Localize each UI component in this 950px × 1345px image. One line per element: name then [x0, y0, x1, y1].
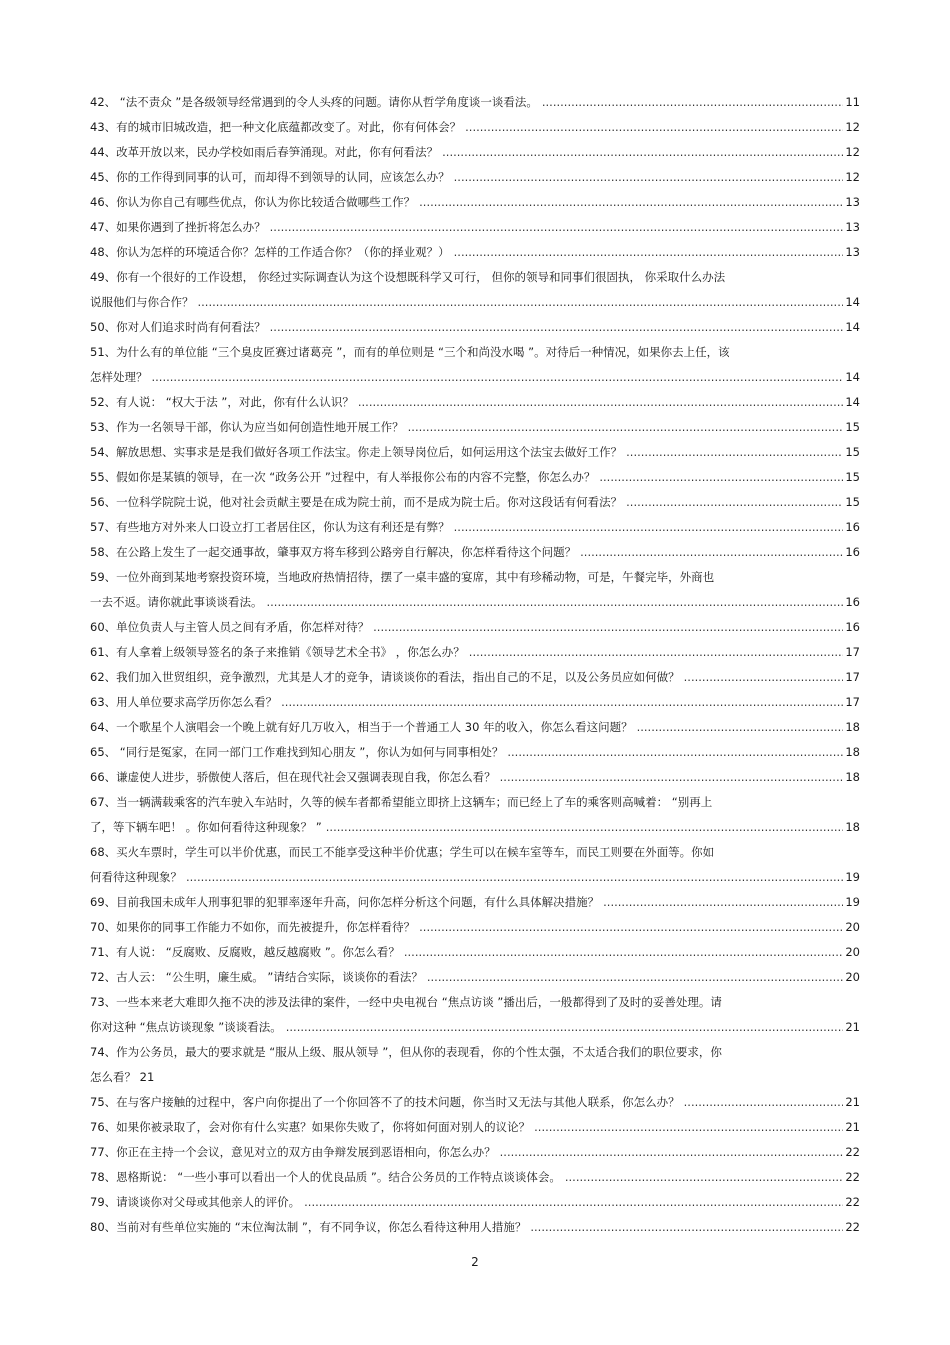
- toc-entry[interactable]: [90, 1215, 860, 1240]
- toc-entry-text: 怎样处理？: [90, 370, 148, 384]
- dot-leader: [507, 740, 843, 765]
- dot-leader: [186, 865, 843, 890]
- dot-leader: [534, 1115, 843, 1140]
- toc-entry[interactable]: [90, 715, 860, 740]
- dot-leader: [286, 1015, 844, 1040]
- toc-entry-text: 62、我们加入世贸组织，竞争激烈，尤其是人才的竞争，请谈谈你的看法，指出自己的不足，以及公务员应如何做？: [90, 670, 680, 684]
- toc-entry-text: 75、在与客户接触的过程中，客户向你提出了一个你回答不了的技术问题，你当时又无法与其他人联系，你怎么办？: [90, 1095, 680, 1109]
- toc-entry-text: 51、为什么有的单位能 “三个臭皮匠赛过诸葛亮 ”，而有的单位则是 “三个和尚没水喝 ”。对待后一种情况，如果你去上任，该: [90, 345, 730, 359]
- toc-entry[interactable]: [90, 190, 860, 215]
- toc-entry-text: 71、有人说： “反腐败、反腐败，越反越腐败 ”。你怎么看？: [90, 945, 400, 959]
- toc-entry[interactable]: [90, 1190, 860, 1215]
- dot-leader: [419, 190, 843, 215]
- toc-entry[interactable]: [90, 890, 860, 915]
- toc-entry-text: 61、有人拿着上级领导签名的条子来推销《领导艺术全书》 ，你怎么办？: [90, 645, 465, 659]
- toc-page-number: 11: [845, 95, 860, 109]
- toc-page-number: 22: [845, 1195, 860, 1209]
- dot-leader: [637, 715, 844, 740]
- toc-entry-text: 73、一些本来老大难即久拖不决的涉及法律的案件，一经中央电视台 “焦点访谈 ”播出后，一般都得到了及时的妥善处理。请: [90, 995, 722, 1009]
- toc-page-number: 16: [845, 545, 860, 559]
- dot-leader: [152, 365, 844, 390]
- toc-entry-text: 74、作为公务员，最大的要求就是 “服从上级、服从领导 ”，但从你的表现看，你的个性太强，不太适合我们的职位要求，你: [90, 1045, 722, 1059]
- toc-entry[interactable]: [90, 765, 860, 790]
- toc-entry-text: 79、请谈谈你对父母或其他亲人的评价。: [90, 1195, 301, 1209]
- toc-page-number: 13: [845, 245, 860, 259]
- dot-leader: [419, 915, 843, 940]
- page-number: 2: [471, 1255, 479, 1269]
- toc-entry[interactable]: [90, 540, 860, 565]
- toc-page-number: 22: [845, 1145, 860, 1159]
- toc-entry-text: 78、恩格斯说： “一些小事可以看出一个人的优良品质 ”。结合公务员的工作特点谈谈体会。: [90, 1170, 561, 1184]
- toc-entry-text: 55、假如你是某镇的领导，在一次 “政务公开 ”过程中，有人举报你公布的内容不完整，你怎么办？: [90, 470, 596, 484]
- toc-entry[interactable]: [90, 415, 860, 440]
- toc-entry-text: 60、单位负责人与主管人员之间有矛盾，你怎样对待？: [90, 620, 370, 634]
- toc-entry[interactable]: [90, 915, 860, 940]
- dot-leader: [580, 540, 843, 565]
- toc-entry[interactable]: [90, 1090, 860, 1115]
- toc-entry[interactable]: [90, 990, 860, 1040]
- toc-entry-text: 了，等下辆车吧！ 。你如何看待这种现象？ ”: [90, 820, 322, 834]
- toc-entry[interactable]: [90, 940, 860, 965]
- dot-leader: [304, 1190, 843, 1215]
- toc-entry-text: 43、有的城市旧城改造，把一种文化底蕴都改变了。对此，你有何体会？: [90, 120, 462, 134]
- toc-page-number: 16: [845, 595, 860, 609]
- dot-leader: [454, 515, 844, 540]
- toc-page-number: 14: [845, 295, 860, 309]
- dot-leader: [281, 690, 843, 715]
- toc-entry-text: 77、你正在主持一个会议，意见对立的双方由争辩发展到恶语相向，你怎么办？: [90, 1145, 496, 1159]
- toc-entry-text: 57、有些地方对外来人口设立打工者居住区，你认为这有利还是有弊？: [90, 520, 450, 534]
- dot-leader: [599, 465, 843, 490]
- toc-page-number: 14: [845, 395, 860, 409]
- dot-leader: [542, 90, 844, 115]
- toc-entry[interactable]: [90, 115, 860, 140]
- toc-entry-text: 66、谦虚使人进步，骄傲使人落后，但在现代社会又强调表现自我，你怎么看？: [90, 770, 496, 784]
- toc-entry[interactable]: [90, 465, 860, 490]
- toc-entry-text: 80、当前对有些单位实施的 “末位淘汰制 ”，有不同争议，你怎么看待这种用人措施？: [90, 1220, 527, 1234]
- toc-entry[interactable]: [90, 790, 860, 840]
- toc-entry[interactable]: [90, 640, 860, 665]
- toc-entry-text: 76、如果你被录取了，会对你有什么实惠？如果你失败了，你将如何面对别人的议论？: [90, 1120, 531, 1134]
- dot-leader: [603, 890, 843, 915]
- toc-page-number: 13: [845, 195, 860, 209]
- toc-page-number: 22: [845, 1220, 860, 1234]
- toc-entry-text: 45、你的工作得到同事的认可，而却得不到领导的认同，应该怎么办？: [90, 170, 450, 184]
- toc-entry[interactable]: [90, 965, 860, 990]
- dot-leader: [500, 1140, 844, 1165]
- toc-entry[interactable]: [90, 265, 860, 315]
- toc-entry-text: 63、用人单位要求高学历你怎么看？: [90, 695, 278, 709]
- toc-page-number: 20: [845, 945, 860, 959]
- toc-page-number: 12: [845, 120, 860, 134]
- toc-entry[interactable]: [90, 340, 860, 390]
- dot-leader: [565, 1165, 844, 1190]
- toc-page-number: 19: [845, 870, 860, 884]
- toc-entry[interactable]: [90, 840, 860, 890]
- toc-page-number: 21: [845, 1120, 860, 1134]
- toc-entry-text: 67、当一辆满载乘客的汽车驶入车站时，久等的候车者都希望能立即挤上这辆车；而已经上了车的乘客则高喊着： “别再上: [90, 795, 713, 809]
- dot-leader: [404, 940, 844, 965]
- toc-entry-text: 72、古人云： “公生明，廉生威。 ”请结合实际，谈谈你的看法？: [90, 970, 423, 984]
- dot-leader: [373, 615, 843, 640]
- toc-page-number: 14: [845, 370, 860, 384]
- table-of-contents: [90, 90, 860, 1240]
- dot-leader: [408, 415, 844, 440]
- toc-entry-text: 42、 “法不责众 ”是各级领导经常遇到的令人头疼的问题。请你从哲学角度谈一谈看法。: [90, 95, 538, 109]
- toc-entry-text: 54、解放思想、实事求是是我们做好各项工作法宝。你走上领导岗位后，如何运用这个法宝去做好工作？: [90, 445, 623, 459]
- toc-entry[interactable]: [90, 615, 860, 640]
- toc-entry[interactable]: [90, 665, 860, 690]
- toc-page-number: 18: [845, 820, 860, 834]
- dot-leader: [442, 140, 843, 165]
- toc-entry-text: 52、有人说： “权大于法 ”，对此，你有什么认识？: [90, 395, 354, 409]
- toc-page-number: 17: [845, 695, 860, 709]
- toc-entry-text: 69、目前我国未成年人刑事犯罪的犯罪率逐年升高，问你怎样分析这个问题，有什么具体解决措施？: [90, 895, 600, 909]
- toc-page-number: 15: [845, 470, 860, 484]
- dot-leader: [626, 490, 843, 515]
- toc-page-number: 18: [845, 720, 860, 734]
- toc-page-number: 14: [845, 320, 860, 334]
- dot-leader: [198, 290, 844, 315]
- toc-entry-text: 48、你认为怎样的环境适合你？怎样的工作适合你？（你的择业观？）: [90, 245, 450, 259]
- toc-entry[interactable]: [90, 140, 860, 165]
- dot-leader: [358, 390, 844, 415]
- toc-entry[interactable]: [90, 690, 860, 715]
- dot-leader: [454, 165, 844, 190]
- toc-entry-text: 何看待这种现象？: [90, 870, 182, 884]
- toc-entry[interactable]: [90, 490, 860, 515]
- dot-leader: [530, 1215, 843, 1240]
- toc-page-number: 18: [845, 770, 860, 784]
- toc-entry-text: 64、一个歌星个人演唱会一个晚上就有好几万收入，相当于一个普通工人 30 年的收入，你怎么看这问题？: [90, 720, 633, 734]
- toc-page-number: 12: [845, 145, 860, 159]
- toc-entry-text: 怎么看？ 21: [90, 1070, 155, 1084]
- toc-page-number: 22: [845, 1170, 860, 1184]
- toc-entry-text: 58、在公路上发生了一起交通事故，肇事双方将车移到公路旁自行解决，你怎样看待这个问题？: [90, 545, 577, 559]
- toc-page-number: 21: [845, 1020, 860, 1034]
- toc-page-number: 17: [845, 670, 860, 684]
- dot-leader: [684, 1090, 844, 1115]
- dot-leader: [626, 440, 843, 465]
- toc-page-number: 20: [845, 920, 860, 934]
- toc-entry[interactable]: [90, 565, 860, 615]
- toc-entry-text: 65、 “同行是冤家，在同一部门工作难找到知心朋友 ”，你认为如何与同事相处？: [90, 745, 504, 759]
- toc-entry-text: 59、一位外商到某地考察投资环境，当地政府热情招待，摆了一桌丰盛的宴席，其中有珍稀动物，可是，午餐完毕，外商也: [90, 570, 715, 584]
- toc-page-number: 15: [845, 420, 860, 434]
- dot-leader: [427, 965, 844, 990]
- toc-page-number: 15: [845, 445, 860, 459]
- toc-page-number: 17: [845, 645, 860, 659]
- dot-leader: [326, 815, 844, 840]
- toc-entry-text: 44、改革开放以来，民办学校如雨后春笋涌现。对此，你有何看法？: [90, 145, 439, 159]
- dot-leader: [465, 115, 843, 140]
- toc-entry[interactable]: [90, 440, 860, 465]
- dot-leader: [270, 315, 844, 340]
- toc-entry-text: 一去不返。请你就此事谈谈看法。: [90, 595, 263, 609]
- toc-entry-text: 70、如果你的同事工作能力不如你，而先被提升，你怎样看待？: [90, 920, 416, 934]
- toc-entry-text: 53、作为一名领导干部，你认为应当如何创造性地开展工作？: [90, 420, 404, 434]
- toc-entry-text: 49、你有一个很好的工作设想， 你经过实际调查认为这个设想既科学又可行， 但你的领导和同事们很固执， 你采取什么办法: [90, 270, 726, 284]
- toc-entry-text: 46、你认为你自己有哪些优点，你认为你比较适合做哪些工作？: [90, 195, 416, 209]
- toc-page-number: 13: [845, 220, 860, 234]
- toc-page-number: 16: [845, 620, 860, 634]
- toc-entry[interactable]: [90, 1165, 860, 1190]
- toc-page-number: 12: [845, 170, 860, 184]
- toc-entry[interactable]: [90, 315, 860, 340]
- dot-leader: [267, 590, 844, 615]
- toc-page-number: 16: [845, 520, 860, 534]
- dot-leader: [500, 765, 844, 790]
- toc-page-number: 21: [845, 1095, 860, 1109]
- toc-entry-text: 47、如果你遇到了挫折将怎么办？: [90, 220, 266, 234]
- dot-leader: [454, 240, 844, 265]
- toc-entry[interactable]: [90, 240, 860, 265]
- toc-entry-text: 68、买火车票时，学生可以半价优惠，而民工不能享受这种半价优惠；学生可以在候车室等车，而民工则要在外面等。你如: [90, 845, 715, 859]
- toc-entry-text: 你对这种 “焦点访谈现象 ”谈谈看法。: [90, 1020, 282, 1034]
- toc-entry[interactable]: [90, 740, 860, 765]
- toc-page-number: 15: [845, 495, 860, 509]
- toc-entry-text: 50、你对人们追求时尚有何看法？: [90, 320, 266, 334]
- toc-entry[interactable]: [90, 515, 860, 540]
- dot-leader: [469, 640, 844, 665]
- toc-page-number: 20: [845, 970, 860, 984]
- toc-entry[interactable]: [90, 1140, 860, 1165]
- toc-entry[interactable]: [90, 1115, 860, 1140]
- toc-entry-text: 56、一位科学院院士说，他对社会贡献主要是在成为院士前，而不是成为院士后。你对这段话有何看法？: [90, 495, 623, 509]
- toc-entry[interactable]: [90, 1040, 860, 1090]
- toc-entry-text: 说服他们与你合作？: [90, 295, 194, 309]
- toc-page-number: 19: [845, 895, 860, 909]
- toc-entry[interactable]: [90, 165, 860, 190]
- toc-page-number: 18: [845, 745, 860, 759]
- toc-entry[interactable]: [90, 90, 860, 115]
- toc-entry[interactable]: [90, 215, 860, 240]
- dot-leader: [684, 665, 844, 690]
- toc-entry[interactable]: [90, 390, 860, 415]
- dot-leader: [270, 215, 844, 240]
